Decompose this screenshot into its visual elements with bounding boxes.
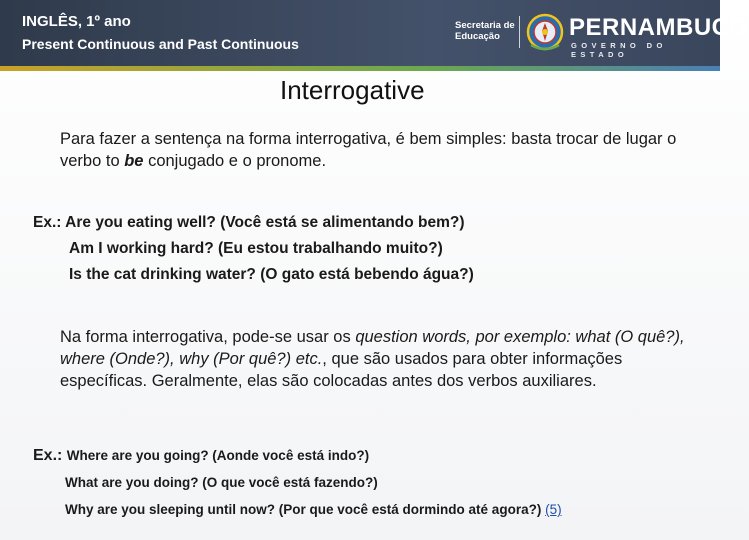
example-row — [33, 210, 474, 236]
example-row — [33, 469, 562, 496]
intro-text-before: Para fazer a sentença na forma interrogativa, é bem simples: basta trocar de lugar o verbo to — [60, 130, 677, 170]
intro-text-after: conjugado e o pronome. — [143, 152, 327, 170]
intro-paragraph — [60, 128, 700, 172]
state-sub-logo: GOVERNO DO ESTADO — [571, 41, 667, 59]
example-item: Why are you sleeping until now? (Por que você está dormindo até agora?) — [65, 502, 542, 517]
example-item: Am I working hard? (Eu estou trabalhando muito?) — [69, 240, 443, 257]
secretaria-line2: Educação — [455, 31, 500, 42]
example-row — [33, 496, 562, 523]
example-row — [33, 236, 474, 262]
question-words-paragraph — [60, 326, 700, 392]
wh-text-after: , que são usados para obter informações específicas. Geralmente, elas são colocadas antes dos verbos auxiliares. — [60, 350, 623, 390]
subject-label: INGLÊS, 1º ano — [22, 13, 131, 30]
example-lead: Ex.: — [33, 447, 67, 464]
topic-label: Present Continuous and Past Continuous — [22, 36, 299, 52]
reference-link[interactable]: (5) — [545, 502, 562, 517]
example-item: Where are you going? (Aonde você está indo?) — [66, 448, 370, 463]
header-divider — [519, 16, 520, 48]
state-name-logo: PERNAMBUCO — [569, 14, 749, 41]
examples-block-2 — [33, 442, 562, 523]
wh-text-italic: question words, por exemplo: what (O quê?), where (Onde?), why (Por quê?) etc. — [60, 328, 685, 368]
example-item: What are you doing? (O que você está fazendo?) — [65, 475, 378, 490]
example-row — [33, 442, 562, 469]
secretaria-line1: Secretaria de — [455, 20, 515, 31]
secretaria-label — [455, 20, 515, 42]
examples-block-1 — [33, 210, 474, 288]
example-row — [33, 262, 474, 288]
page-title: Interrogative — [280, 75, 425, 105]
example-item: Is the cat drinking water? (O gato está bebendo água?) — [69, 266, 474, 283]
wh-text-before: Na forma interrogativa, pode-se usar os — [60, 328, 356, 346]
example-item: Are you eating well? (Você está se alimentando bem?) — [65, 214, 465, 231]
header-bar — [0, 0, 749, 66]
example-lead: Ex.: — [33, 214, 66, 231]
header-stripe — [0, 66, 720, 71]
intro-emphasis: be — [124, 152, 144, 170]
state-seal-icon — [525, 11, 565, 53]
